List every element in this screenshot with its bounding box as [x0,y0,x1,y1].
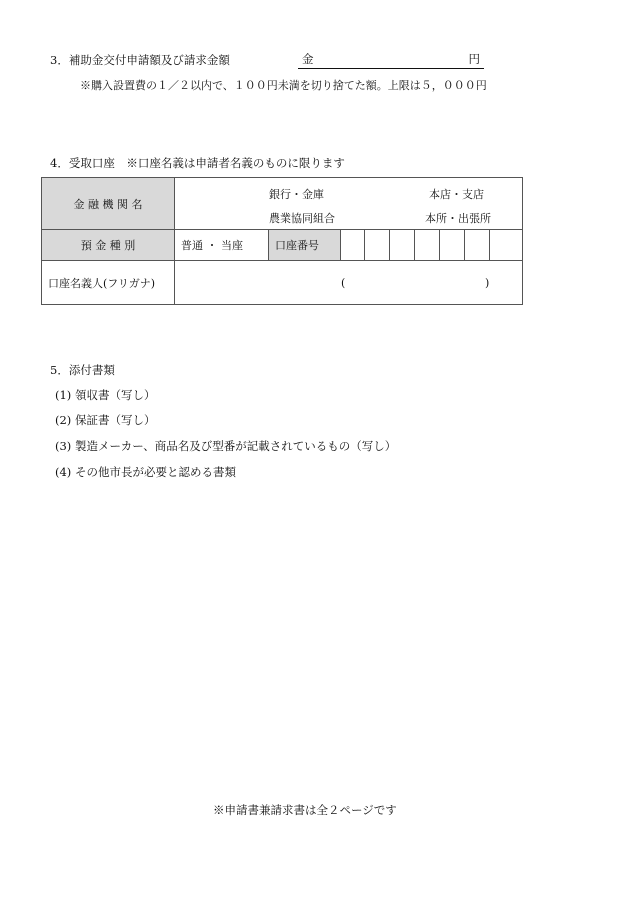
amount-field[interactable] [298,53,484,69]
bank-types-bottom: 農業協同組合 [269,212,335,225]
account-digit-box[interactable] [440,230,465,261]
branch-types-top: 本店・支店 [429,188,484,201]
account-table [41,177,523,305]
account-number-label: 口座番号 [269,230,341,261]
paren-close: ) [485,276,490,289]
attachment-item: (1) 領収書（写し） [55,388,156,402]
bank-name-field[interactable] [175,178,523,230]
branch-types-bottom: 本所・出張所 [425,212,491,225]
account-digit-box[interactable] [415,230,440,261]
attachment-item: (2) 保証書（写し） [55,413,156,427]
attachment-item: (3) 製造メーカー、商品名及び型番が記載されているもの（写し） [55,439,397,453]
bank-name-label: 金 融 機 関 名 [42,178,175,230]
attachment-item: (4) その他市長が必要と認める書類 [55,465,236,479]
footer-note: ※申請書兼請求書は全２ページです [213,803,397,817]
section3-note: ※購入設置費の１／２以内で、１００円未満を切り捨てた額。上限は５，０００円 [80,79,487,92]
deposit-type-options[interactable]: 普通 ・ 当座 [175,230,269,261]
amount-suffix: 円 [468,52,480,66]
account-digit-box[interactable] [465,230,490,261]
section4-title: 4．受取口座 ※口座名義は申請者名義のものに限ります [50,156,345,170]
section5-title: 5．添付書類 [50,363,115,377]
account-digit-box[interactable] [490,230,523,261]
bank-types-top: 銀行・金庫 [269,188,324,201]
account-digit-box[interactable] [341,230,365,261]
section3-title: 3．補助金交付申請額及び請求金額 [50,53,230,67]
account-digit-box[interactable] [390,230,415,261]
account-holder-label: 口座名義人(フリガナ) [42,261,175,305]
account-digit-box[interactable] [365,230,390,261]
amount-prefix: 金 [302,52,314,66]
paren-open: ( [341,276,346,289]
account-holder-field[interactable] [175,261,523,305]
deposit-type-label: 預 金 種 別 [42,230,175,261]
